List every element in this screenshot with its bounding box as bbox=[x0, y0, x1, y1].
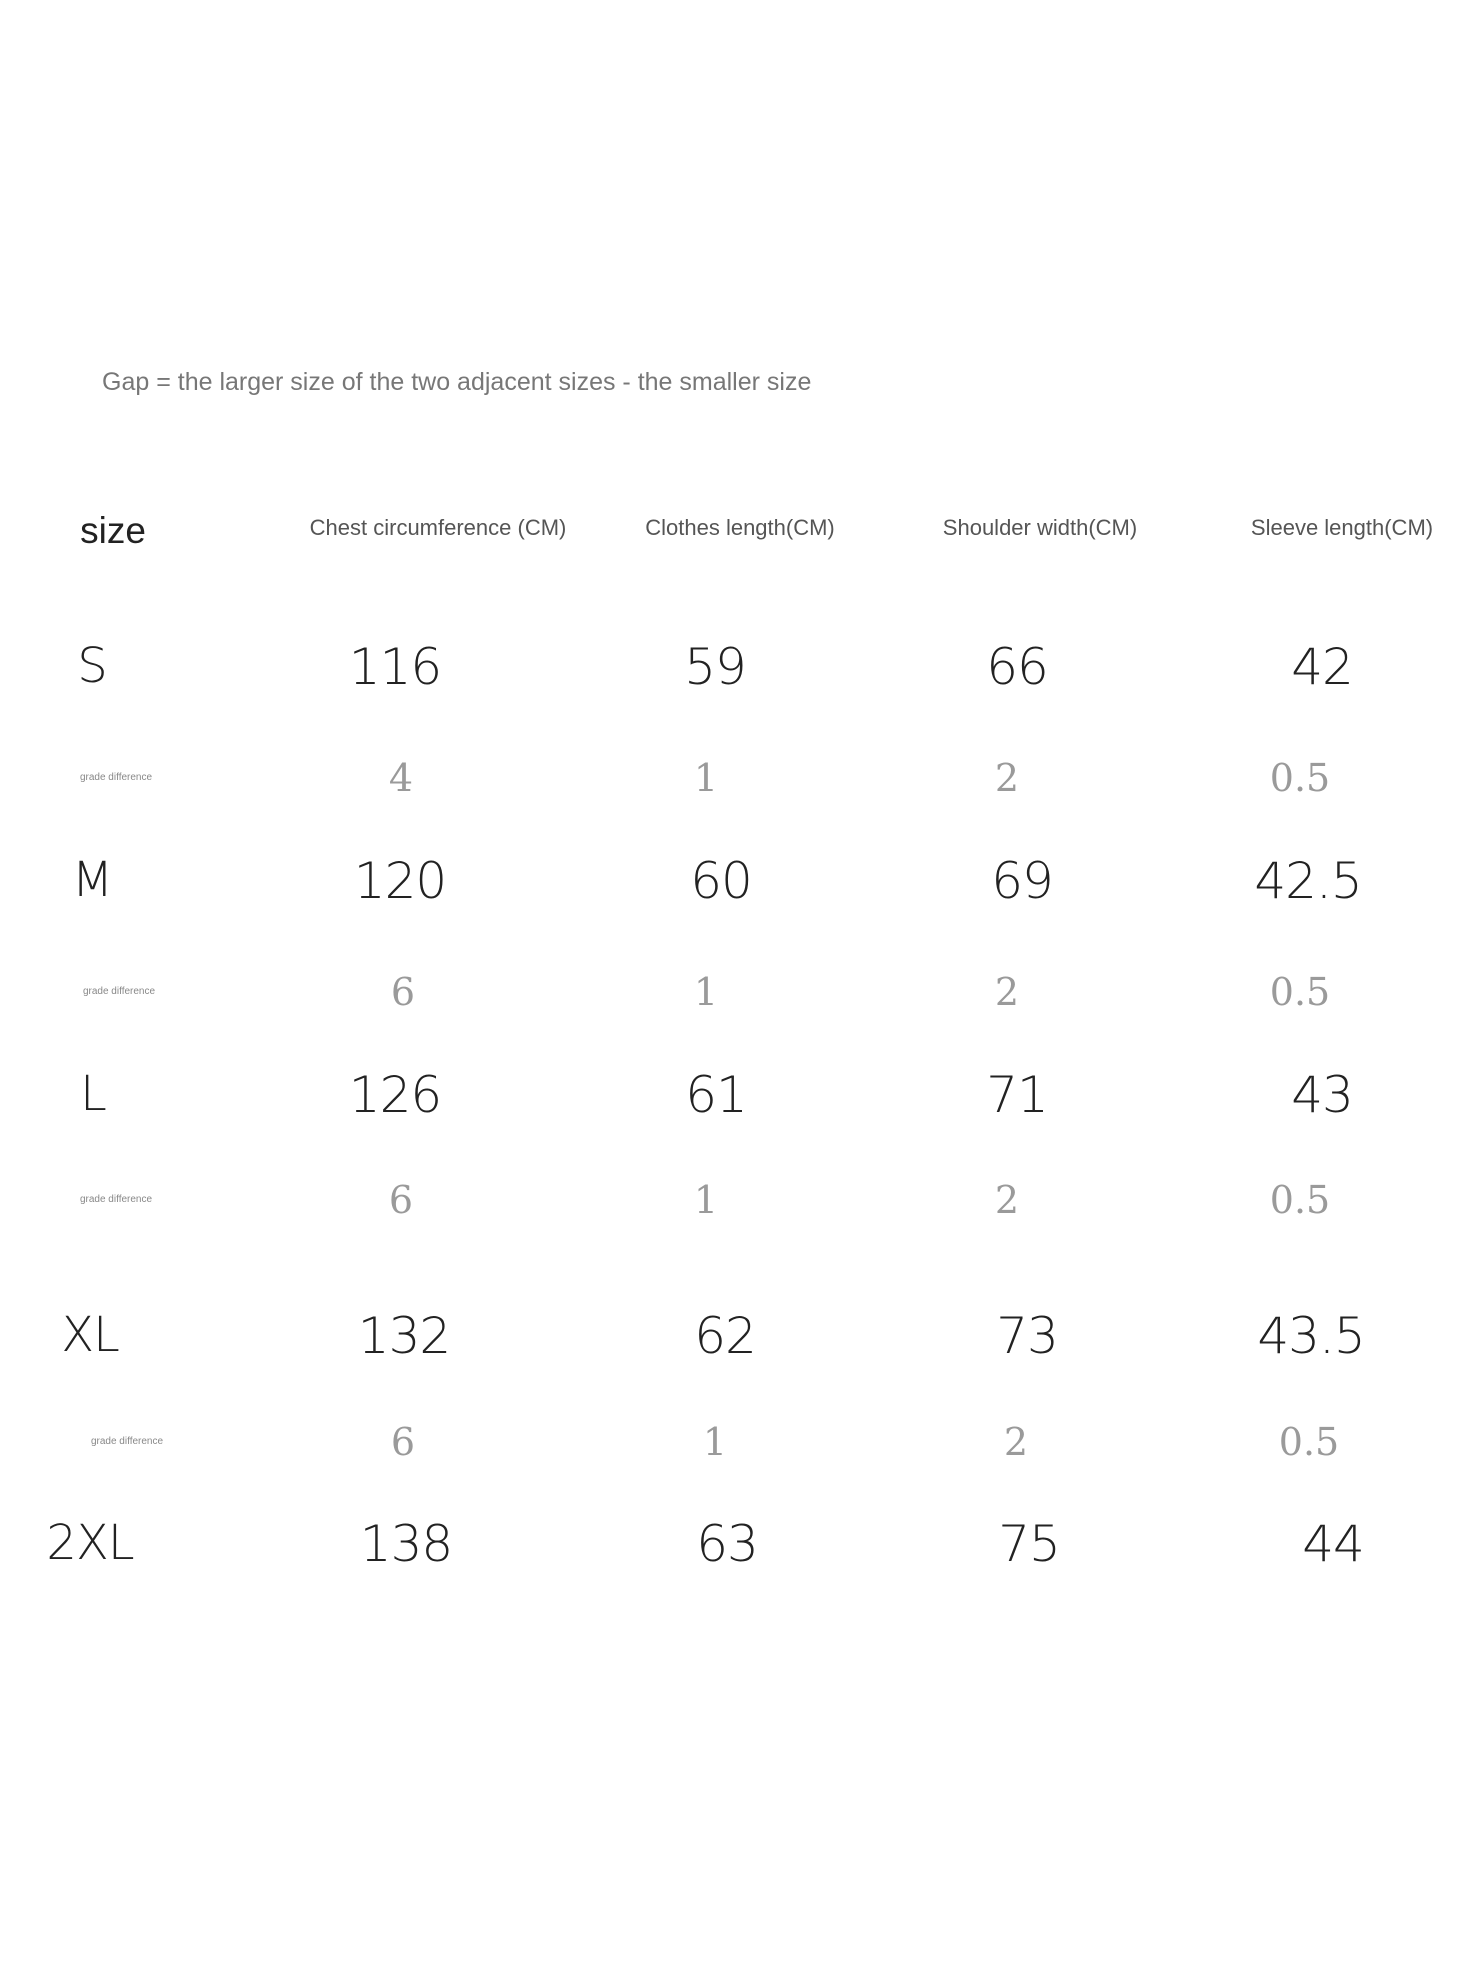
size-label: 2XL bbox=[46, 1515, 134, 1571]
length-value: 61 bbox=[685, 1066, 747, 1124]
chest-gap-value: 6 bbox=[390, 1420, 416, 1464]
length-value: 59 bbox=[684, 638, 746, 696]
shoulder-gap-value: 2 bbox=[994, 970, 1020, 1014]
length-gap-value: 1 bbox=[693, 756, 719, 800]
sleeve-value: 43 bbox=[1291, 1066, 1353, 1124]
gap-note: Gap = the larger size of the two adjacent sizes - the smaller size bbox=[102, 368, 812, 396]
sleeve-value: 44 bbox=[1302, 1515, 1364, 1573]
size-label: M bbox=[71, 852, 113, 908]
header-chest-circumference: Chest circumference (CM) bbox=[309, 515, 567, 540]
chest-value: 132 bbox=[357, 1307, 451, 1365]
grade-difference-label: grade difference bbox=[90, 1436, 164, 1447]
length-gap-value: 1 bbox=[702, 1420, 728, 1464]
sleeve-gap-value: 0.5 bbox=[1269, 1178, 1331, 1222]
shoulder-gap-value: 2 bbox=[994, 756, 1020, 800]
length-gap-value: 1 bbox=[693, 970, 719, 1014]
size-label: S bbox=[77, 638, 107, 694]
chest-value: 116 bbox=[348, 638, 442, 696]
grade-difference-label: grade difference bbox=[82, 986, 156, 997]
size-row-l bbox=[0, 1066, 1482, 1136]
grade-difference-row bbox=[0, 756, 1482, 826]
grade-difference-row bbox=[0, 1420, 1482, 1490]
shoulder-value: 73 bbox=[996, 1307, 1058, 1365]
shoulder-value: 69 bbox=[991, 852, 1053, 910]
shoulder-gap-value: 2 bbox=[1003, 1420, 1029, 1464]
shoulder-value: 71 bbox=[986, 1066, 1048, 1124]
sleeve-value: 43.5 bbox=[1257, 1307, 1365, 1365]
size-row-2xl bbox=[0, 1515, 1482, 1585]
table-header bbox=[0, 510, 1482, 565]
length-value: 62 bbox=[694, 1307, 756, 1365]
sleeve-gap-value: 0.5 bbox=[1269, 756, 1331, 800]
shoulder-gap-value: 2 bbox=[994, 1178, 1020, 1222]
grade-difference-label: grade difference bbox=[79, 1194, 153, 1205]
shoulder-value: 66 bbox=[986, 638, 1048, 696]
size-row-s bbox=[0, 638, 1482, 708]
header-size: size bbox=[80, 510, 146, 551]
header-clothes-length: Clothes length(CM) bbox=[645, 515, 835, 540]
chest-gap-value: 4 bbox=[388, 756, 414, 800]
chest-gap-value: 6 bbox=[388, 1178, 414, 1222]
header-shoulder-width: Shoulder width(CM) bbox=[942, 515, 1138, 540]
sleeve-value: 42.5 bbox=[1254, 852, 1362, 910]
sleeve-gap-value: 0.5 bbox=[1269, 970, 1331, 1014]
sleeve-value: 42 bbox=[1291, 638, 1353, 696]
size-row-xl bbox=[0, 1307, 1482, 1377]
grade-difference-row bbox=[0, 970, 1482, 1040]
length-value: 60 bbox=[690, 852, 752, 910]
sleeve-gap-value: 0.5 bbox=[1278, 1420, 1340, 1464]
chest-value: 126 bbox=[348, 1066, 442, 1124]
size-label: XL bbox=[61, 1307, 119, 1363]
chest-value: 138 bbox=[359, 1515, 453, 1573]
grade-difference-row bbox=[0, 1178, 1482, 1248]
shoulder-value: 75 bbox=[998, 1515, 1060, 1573]
grade-difference-label: grade difference bbox=[79, 772, 153, 783]
chest-gap-value: 6 bbox=[390, 970, 416, 1014]
header-sleeve-length: Sleeve length(CM) bbox=[1250, 515, 1434, 540]
chest-value: 120 bbox=[353, 852, 447, 910]
size-row-m bbox=[0, 852, 1482, 922]
length-gap-value: 1 bbox=[693, 1178, 719, 1222]
length-value: 63 bbox=[696, 1515, 758, 1573]
size-label: L bbox=[80, 1066, 106, 1122]
